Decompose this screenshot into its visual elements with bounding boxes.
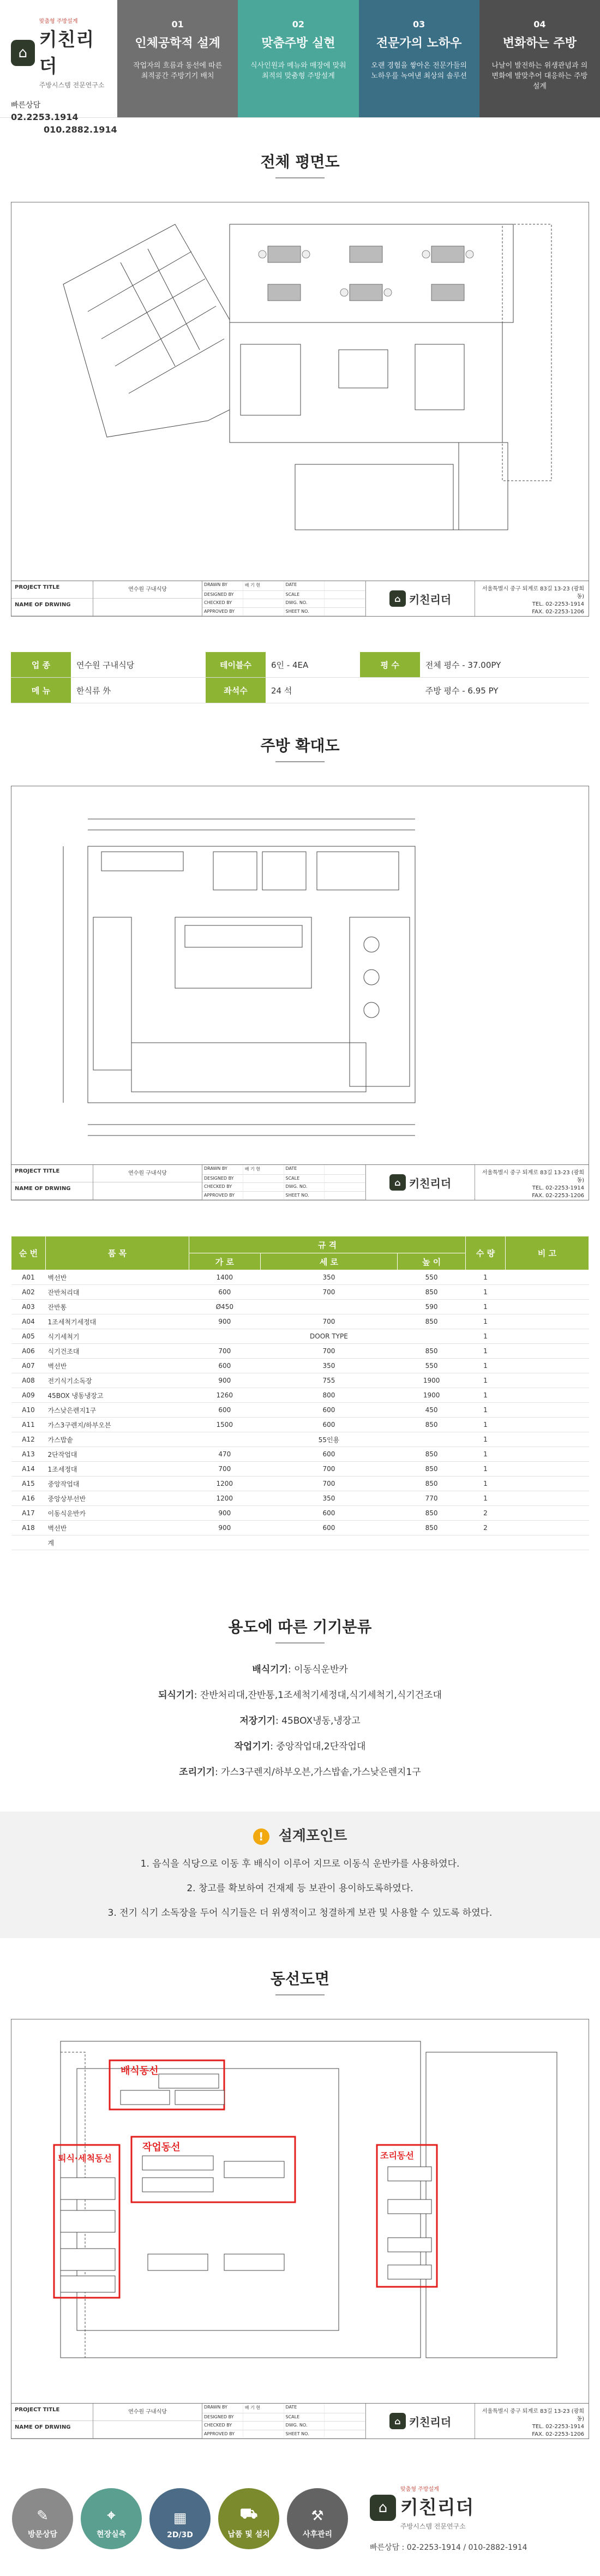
section-title: 용도에 따른 기기분류 <box>228 1618 372 1636</box>
title-underline <box>275 177 325 178</box>
equipment-rows <box>11 1270 589 1550</box>
title-block-logo: ⌂ 키친리더 <box>366 1165 475 1200</box>
footer-brand: ⌂ 맞춤형 주방설계 키친리더 주방시스템 전문연구소 빠른상담 : 02-2253-1914 / 010-2882-1914 <box>370 2487 527 2552</box>
logo-icon: ⌂ <box>389 2413 406 2429</box>
title-block-logo: ⌂ 키친리더 <box>366 581 475 616</box>
table-row: A18 벽선반 900 600 850 2 <box>11 1521 589 1535</box>
zone-label-cooking: 조리동선 <box>380 2150 414 2161</box>
project-title-label: PROJECT TITLE <box>11 1165 93 1182</box>
logo-icon: ⌂ <box>370 2495 396 2521</box>
drawing-name-label: NAME OF DRWING <box>11 599 93 616</box>
table-row: A03 잔반통 Ø450 590 1 <box>11 1300 589 1314</box>
equipment-table <box>11 1236 589 1550</box>
drawing-name <box>93 1182 202 1200</box>
step-4 <box>479 0 600 117</box>
project-name: 연수원 구내식당 <box>93 581 202 599</box>
phone-2[interactable]: 010.2882.1914 <box>44 124 117 135</box>
project-title-label: PROJECT TITLE <box>11 2404 93 2421</box>
drawing-name <box>93 2421 202 2438</box>
zone-label-work: 작업동선 <box>142 2142 181 2153</box>
usage-item: 조리기기: 가스3구렌지/하부오븐,가스밥솥,가스낮은렌지1구 <box>179 1767 421 1778</box>
service-measure-button[interactable]: ⌖ 현장실측 <box>81 2488 142 2549</box>
table-row: A11 가스3구렌지/하부오븐 1500 600 850 1 <box>11 1418 589 1432</box>
usage-item: 배식기기: 이동식운반카 <box>252 1664 348 1675</box>
table-row: A05 식기세척기 DOOR TYPE 1 <box>11 1329 589 1344</box>
table-row: A12 가스밥솥 55인용 1 <box>11 1432 589 1447</box>
exclamation-icon: ! <box>253 1828 269 1845</box>
footer <box>0 2461 600 2576</box>
points-heading: ! 설계포인트 <box>0 1825 600 1845</box>
company-address: 서울특별시 중구 퇴계로 83길 13-23 (광희동) TEL. 02-2253-1914 FAX. 02-2253-1206 <box>482 2408 584 2437</box>
title-underline <box>275 761 325 762</box>
table-row: A06 식기건조대 700 700 850 1 <box>11 1344 589 1359</box>
step-number: 03 <box>412 19 425 29</box>
usage-item: 되식기기: 잔반처리대,잔반통,1조세척기세정대,식기세척기,식기건조대 <box>158 1690 442 1701</box>
step-desc: 나날이 발전하는 위생관념과 의 변화에 발맞추어 대응하는 주방설계 <box>491 62 588 91</box>
step-desc: 작업자의 흐름과 동선에 따른 최적공간 주방기기 배치 <box>133 62 223 80</box>
usage-heading <box>0 1615 600 1643</box>
table-row: A04 1조세척기세정대 900 700 850 1 <box>11 1314 589 1329</box>
table-row: A14 1조세정대 700 700 850 1 <box>11 1462 589 1477</box>
drawing-icon: ▦ <box>173 2509 187 2526</box>
step-title: 전문가의 노하우 <box>376 37 462 50</box>
project-name: 연수원 구내식당 <box>93 2404 202 2421</box>
col-spec: 규 격 <box>189 1236 466 1253</box>
contact-phones <box>11 99 117 136</box>
brand-tagline: 주방시스템 전문연구소 <box>39 81 105 89</box>
point-item: 3. 전기 식기 소독장을 두어 식기들은 더 위생적이고 청결하게 보관 및 사용할 수 있도록 하였다. <box>107 1908 493 1918</box>
title-block <box>11 1164 589 1200</box>
company-address: 서울특별시 중구 퇴계로 83길 13-23 (광희동) TEL. 02-2253-1914 FAX. 02-2253-1206 <box>482 1170 584 1199</box>
step-title: 변화하는 주방 <box>502 37 577 50</box>
kitchen-detail-plan <box>11 786 589 1200</box>
title-block <box>11 2403 589 2438</box>
company-address: 서울특별시 중구 퇴계로 83길 13-23 (광희동) TEL. 02-2253-1914 FAX. 02-2253-1206 <box>482 586 584 615</box>
table-row: A07 벽선반 600 350 550 1 <box>11 1359 589 1373</box>
logo-icon: ⌂ <box>389 1174 406 1191</box>
project-title-label: PROJECT TITLE <box>11 581 93 599</box>
phone-label: 빠른상담 <box>11 101 41 110</box>
title-block-logo: ⌂ 키친리더 <box>366 2404 475 2438</box>
section-title: 전체 평면도 <box>260 153 340 171</box>
col-depth: 세 로 <box>260 1253 398 1270</box>
step-3 <box>359 0 479 117</box>
title-block <box>11 581 589 616</box>
col-name: 품 목 <box>46 1236 189 1270</box>
consult-icon: ✎ <box>37 2507 49 2524</box>
table-row: A09 45BOX 냉동냉장고 1260 800 1900 1 <box>11 1388 589 1403</box>
section-title: 주방 확대도 <box>260 737 340 755</box>
phone-1[interactable]: 02.2253.1914 <box>11 112 79 122</box>
flow-drawing <box>11 2019 589 2404</box>
col-height: 높 이 <box>398 1253 466 1270</box>
brand-block <box>0 0 117 135</box>
flow-heading <box>0 1967 600 1995</box>
step-1 <box>117 0 238 117</box>
floor-plan-drawing <box>11 202 589 581</box>
usage-list <box>0 1661 600 1790</box>
brand-name: 키친리더 <box>39 29 95 77</box>
usage-item: 작업기기: 중앙작업대,2단작업대 <box>234 1741 366 1752</box>
brand-slogan: 맞춤형 주방설계 <box>39 19 78 25</box>
service-aftercare-button[interactable]: ⚒ 사후관리 <box>287 2488 348 2549</box>
table-row: A08 전기식기소독장 900 755 1900 1 <box>11 1373 589 1388</box>
project-info-table: 업 종 연수원 구내식당 테이블수 6인 - 4EA 평 수 전체 평수 - 37.00PY 메 뉴 한식류 外 좌석수 24 석 주방 평수 - 6.95 PY <box>11 652 589 703</box>
col-note: 비 고 <box>506 1236 589 1270</box>
step-number: 02 <box>292 19 304 29</box>
flow-plan <box>11 2019 589 2439</box>
kitchen-plan-heading <box>0 734 600 762</box>
step-title: 맞춤주방 실현 <box>261 37 335 50</box>
design-points <box>0 1812 600 1938</box>
header-banner <box>0 0 600 135</box>
table-row: A01 벽선반 1400 350 550 1 <box>11 1270 589 1285</box>
title-block-grid: DRAWN BY 배 기 현 DATE DESIGNED BY SCALE CHECKED BY DWG. NO. APPROVED BY SHEET NO. <box>202 2404 366 2438</box>
table-row: A17 이동식운반카 900 600 850 2 <box>11 1506 589 1521</box>
point-item: 2. 창고를 확보하여 건재제 등 보관이 용이하도록하였다. <box>187 1883 413 1894</box>
table-row: A15 중앙작업대 1200 700 850 1 <box>11 1477 589 1491</box>
service-drawing-button[interactable]: ▦ 2D/3D <box>149 2488 211 2549</box>
tools-icon: ⚒ <box>311 2507 324 2524</box>
table-row: A13 2단작업대 470 600 850 1 <box>11 1447 589 1462</box>
service-steps <box>12 2488 348 2549</box>
zone-label-serving: 배식동선 <box>121 2065 159 2077</box>
logo-icon: ⌂ <box>389 590 406 607</box>
overall-floor-plan <box>11 202 589 617</box>
step-desc: 식사인원과 메뉴와 매장에 맞춰 최적의 맞춤형 주방설계 <box>250 62 346 80</box>
usage-item: 저장기기: 45BOX냉동,냉장고 <box>239 1716 361 1726</box>
step-title: 인체공학적 설계 <box>135 37 220 50</box>
drawing-name <box>93 599 202 616</box>
service-delivery-button[interactable]: ⛟ 납품 및 설치 <box>218 2488 279 2549</box>
measure-icon: ⌖ <box>107 2507 116 2524</box>
project-name: 연수원 구내식당 <box>93 1165 202 1182</box>
col-width: 가 로 <box>189 1253 261 1270</box>
table-row: A02 잔반처리대 600 700 850 1 <box>11 1285 589 1300</box>
truck-icon: ⛟ <box>239 2505 258 2522</box>
title-underline <box>275 1642 325 1643</box>
step-number: 01 <box>171 19 184 29</box>
step-2 <box>238 0 358 117</box>
title-block-grid: DRAWN BY 배 기 현 DATE DESIGNED BY SCALE CHECKED BY DWG. NO. APPROVED BY SHEET NO. <box>202 581 366 616</box>
logo-icon: ⌂ <box>11 40 35 66</box>
kitchen-drawing <box>11 786 589 1165</box>
service-consult-button[interactable]: ✎ 방문상담 <box>12 2488 73 2549</box>
table-row: A16 중앙상부선반 1200 350 770 1 <box>11 1491 589 1506</box>
col-no: 순 번 <box>11 1236 46 1270</box>
table-row: 계 <box>11 1535 589 1550</box>
overall-plan-heading <box>0 150 600 178</box>
point-item: 1. 음식을 식당으로 이동 후 배식이 이루어 지므로 이동식 운반카를 사용하였다. <box>140 1858 460 1869</box>
footer-phone[interactable]: 빠른상담 : 02-2253-1914 / 010-2882-1914 <box>370 2543 527 2552</box>
title-underline <box>275 1994 325 1995</box>
drawing-name-label: NAME OF DRWING <box>11 2421 93 2438</box>
drawing-name-label: NAME OF DRWING <box>11 1182 93 1200</box>
col-qty: 수 량 <box>466 1236 506 1270</box>
title-block-grid: DRAWN BY 배 기 현 DATE DESIGNED BY SCALE CHECKED BY DWG. NO. APPROVED BY SHEET NO. <box>202 1165 366 1200</box>
step-desc: 오랜 경험을 쌓아온 전문가들의 노하우를 녹여낸 최상의 솔루션 <box>371 62 467 80</box>
section-title: 동선도면 <box>270 1970 330 1988</box>
table-row: A10 가스낮은렌지1구 600 600 450 1 <box>11 1403 589 1418</box>
zone-label-washing: 퇴식·세척동선 <box>58 2153 112 2163</box>
step-number: 04 <box>533 19 546 29</box>
